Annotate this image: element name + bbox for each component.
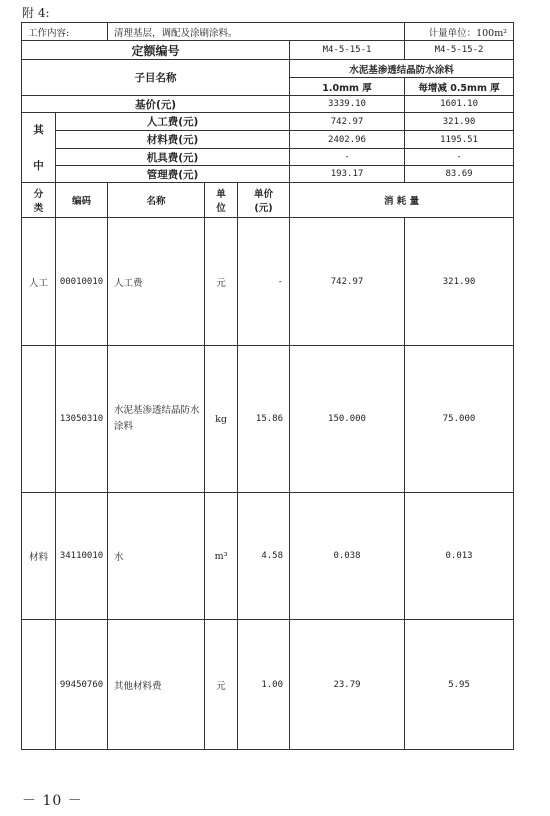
row-value-1: 23.79: [290, 620, 405, 750]
row-name: 其他材料费: [108, 620, 205, 750]
table-row: [22, 218, 514, 346]
row-value-2: 0.013: [405, 493, 514, 620]
material-cost-2: 1195.51: [405, 131, 514, 149]
row-unit: 元: [205, 218, 238, 346]
base-price-1: 3339.10: [290, 96, 405, 113]
base-price-label: 基价(元): [22, 96, 290, 113]
table-row: [22, 346, 514, 493]
quota-number-label: 定额编号: [22, 41, 290, 60]
attachment-label: 附 4:: [22, 6, 50, 20]
management-cost-2: 83.69: [405, 166, 514, 183]
measurement-unit: 计量单位：100m²: [405, 23, 514, 41]
row-category: [22, 620, 56, 750]
row-price: 4.58: [238, 493, 290, 620]
work-content: 清理基层，调配及涂刷涂料。: [108, 23, 405, 41]
row-code: 00010010: [56, 218, 108, 346]
row-price: 15.86: [238, 346, 290, 493]
row-name: 水泥基渗透结晶防水涂料: [108, 346, 205, 493]
row-code: 99450760: [56, 620, 108, 750]
row-value-1: 742.97: [290, 218, 405, 346]
row-unit: kg: [205, 346, 238, 493]
material-cost-1: 2402.96: [290, 131, 405, 149]
quota-code-1: M4-5-15-1: [290, 41, 405, 60]
category-header: 分 类: [22, 183, 56, 218]
row-category: [22, 346, 56, 493]
row-value-2: 5.95: [405, 620, 514, 750]
unit-header: 单 位: [205, 183, 238, 218]
row-price: 1.00: [238, 620, 290, 750]
labor-cost-label: 人工费(元): [56, 113, 290, 131]
management-cost-1: 193.17: [290, 166, 405, 183]
row-value-1: 150.000: [290, 346, 405, 493]
machine-cost-2: -: [405, 149, 514, 166]
row-code: 34110010: [56, 493, 108, 620]
row-value-2: 75.000: [405, 346, 514, 493]
name-header: 名称: [108, 183, 205, 218]
labor-cost-2: 321.90: [405, 113, 514, 131]
row-price: -: [238, 218, 290, 346]
quota-code-2: M4-5-15-2: [405, 41, 514, 60]
consumption-header: 消 耗 量: [290, 183, 514, 218]
item-name-label: 子目名称: [22, 60, 290, 96]
base-price-2: 1601.10: [405, 96, 514, 113]
row-code: 13050310: [56, 346, 108, 493]
management-cost-label: 管理费(元): [56, 166, 290, 183]
row-category: 材料: [22, 493, 56, 620]
row-name: 人工费: [108, 218, 205, 346]
row-name: 水: [108, 493, 205, 620]
row-category: 人工: [22, 218, 56, 346]
row-unit: 元: [205, 620, 238, 750]
code-header: 编码: [56, 183, 108, 218]
page-number: － 10 －: [22, 793, 83, 809]
among-label: 其 中: [22, 113, 56, 183]
variant-2: 每增减 0.5mm 厚: [405, 78, 514, 96]
row-value-2: 321.90: [405, 218, 514, 346]
table-row: [22, 493, 514, 620]
variant-1: 1.0mm 厚: [290, 78, 405, 96]
row-value-1: 0.038: [290, 493, 405, 620]
row-unit: m³: [205, 493, 238, 620]
price-header: 单价 (元): [238, 183, 290, 218]
material-cost-label: 材料费(元): [56, 131, 290, 149]
table-row: [22, 620, 514, 750]
machine-cost-label: 机具费(元): [56, 149, 290, 166]
item-name: 水泥基渗透结晶防水涂料: [290, 60, 514, 78]
machine-cost-1: -: [290, 149, 405, 166]
quota-table: [21, 22, 514, 750]
work-content-label: 工作内容:: [22, 23, 108, 41]
labor-cost-1: 742.97: [290, 113, 405, 131]
